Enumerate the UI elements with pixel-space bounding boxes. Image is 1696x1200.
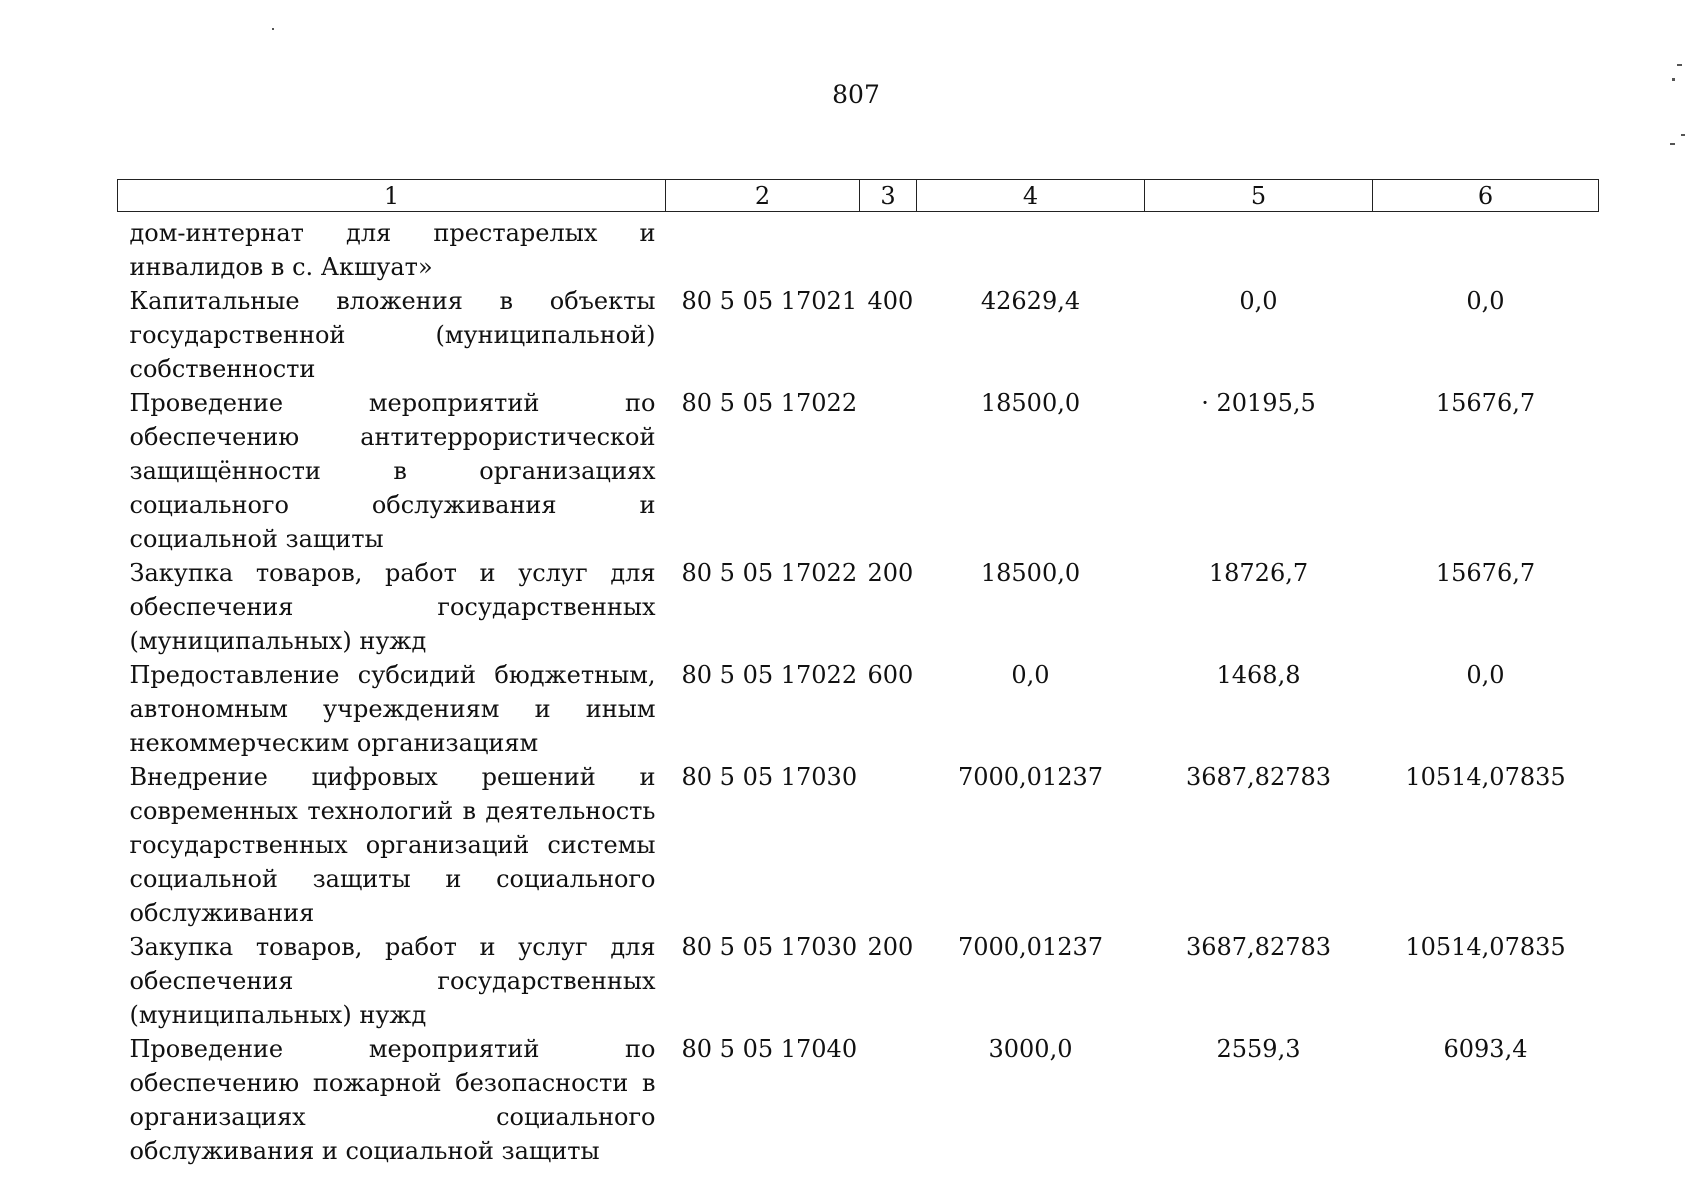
table-row [118,658,1599,760]
row-value-5: · 20195,5 [1201,389,1316,417]
row-value-5: 0,0 [1239,287,1278,315]
row-value-5 [1145,212,1373,285]
table-row [118,930,1599,1032]
scan-speck [272,28,274,30]
column-header: 3 [860,180,917,212]
row-value-6: 6093,4 [1443,1035,1528,1063]
row-value-4: 3000,0 [988,1035,1073,1063]
row-value-6: 0,0 [1466,661,1505,689]
row-value-4: 18500,0 [980,559,1081,587]
row-name: Внедрение цифровых решений и современных технологий в деятельность государственных организаций системы социальной защиты и социального обслуживания [129,763,656,927]
row-kind: 200 [867,559,914,587]
row-name: Проведение мероприятий по обеспечению антитеррористической защищённости в организациях социального обслуживания и социальной защиты [129,389,656,553]
column-header: 4 [917,180,1145,212]
table-row [118,386,1599,556]
row-code [666,212,860,285]
row-kind: 600 [867,661,914,689]
scan-speck [1681,134,1685,136]
row-value-4: 7000,01237 [957,933,1104,961]
row-value-6 [1373,212,1599,285]
row-kind: 400 [867,287,914,315]
row-name: Проведение мероприятий по обеспечению пожарной безопасности в организациях социального обслуживания и социальной защиты [129,1035,656,1165]
row-kind: 200 [867,933,914,961]
row-value-4: 7000,01237 [957,763,1104,791]
scan-speck [1670,143,1675,145]
row-name: дом-интернат для престарелых и инвалидов в с. Акшуат» [129,219,656,281]
row-name: Предоставление субсидий бюджетным, автономным учреждениям и иным некоммерческим организациям [129,661,656,757]
column-header: 6 [1373,180,1599,212]
table-row [118,284,1599,386]
row-value-6: 15676,7 [1435,389,1536,417]
column-header: 1 [118,180,666,212]
page-number: 807 [832,80,880,109]
row-kind [860,760,917,930]
row-value-5: 1468,8 [1216,661,1301,689]
row-value-6: 10514,07835 [1405,763,1566,791]
scan-speck [1677,64,1682,66]
row-value-4: 18500,0 [980,389,1081,417]
column-header: 5 [1145,180,1373,212]
budget-table [117,179,1599,1168]
row-name: Закупка товаров, работ и услуг для обеспечения государственных (муниципальных) нужд [129,559,656,655]
row-value-6: 10514,07835 [1405,933,1566,961]
row-kind [860,1032,917,1168]
row-code: 80 5 05 17040 [681,1035,858,1063]
row-name: Капитальные вложения в объекты государственной (муниципальной) собственности [129,287,656,383]
column-header: 2 [666,180,860,212]
row-value-4: 0,0 [1011,661,1050,689]
table-row [118,212,1599,285]
table-header-row [118,180,1599,212]
row-name: Закупка товаров, работ и услуг для обеспечения государственных (муниципальных) нужд [129,933,656,1029]
row-value-4: 42629,4 [980,287,1081,315]
row-code: 80 5 05 17030 [681,763,858,791]
row-code: 80 5 05 17022 [681,559,858,587]
row-code: 80 5 05 17021 [681,287,858,315]
row-kind [860,386,917,556]
row-code: 80 5 05 17030 [681,933,858,961]
row-value-6: 15676,7 [1435,559,1536,587]
scan-speck [1672,78,1675,81]
row-value-5: 3687,82783 [1185,763,1332,791]
row-kind [860,212,917,285]
table-row [118,760,1599,930]
row-code: 80 5 05 17022 [681,661,858,689]
row-code: 80 5 05 17022 [681,389,858,417]
row-value-6: 0,0 [1466,287,1505,315]
row-value-4 [917,212,1145,285]
table-row [118,1032,1599,1168]
table-row [118,556,1599,658]
row-value-5: 3687,82783 [1185,933,1332,961]
row-value-5: 2559,3 [1216,1035,1301,1063]
row-value-5: 18726,7 [1208,559,1309,587]
